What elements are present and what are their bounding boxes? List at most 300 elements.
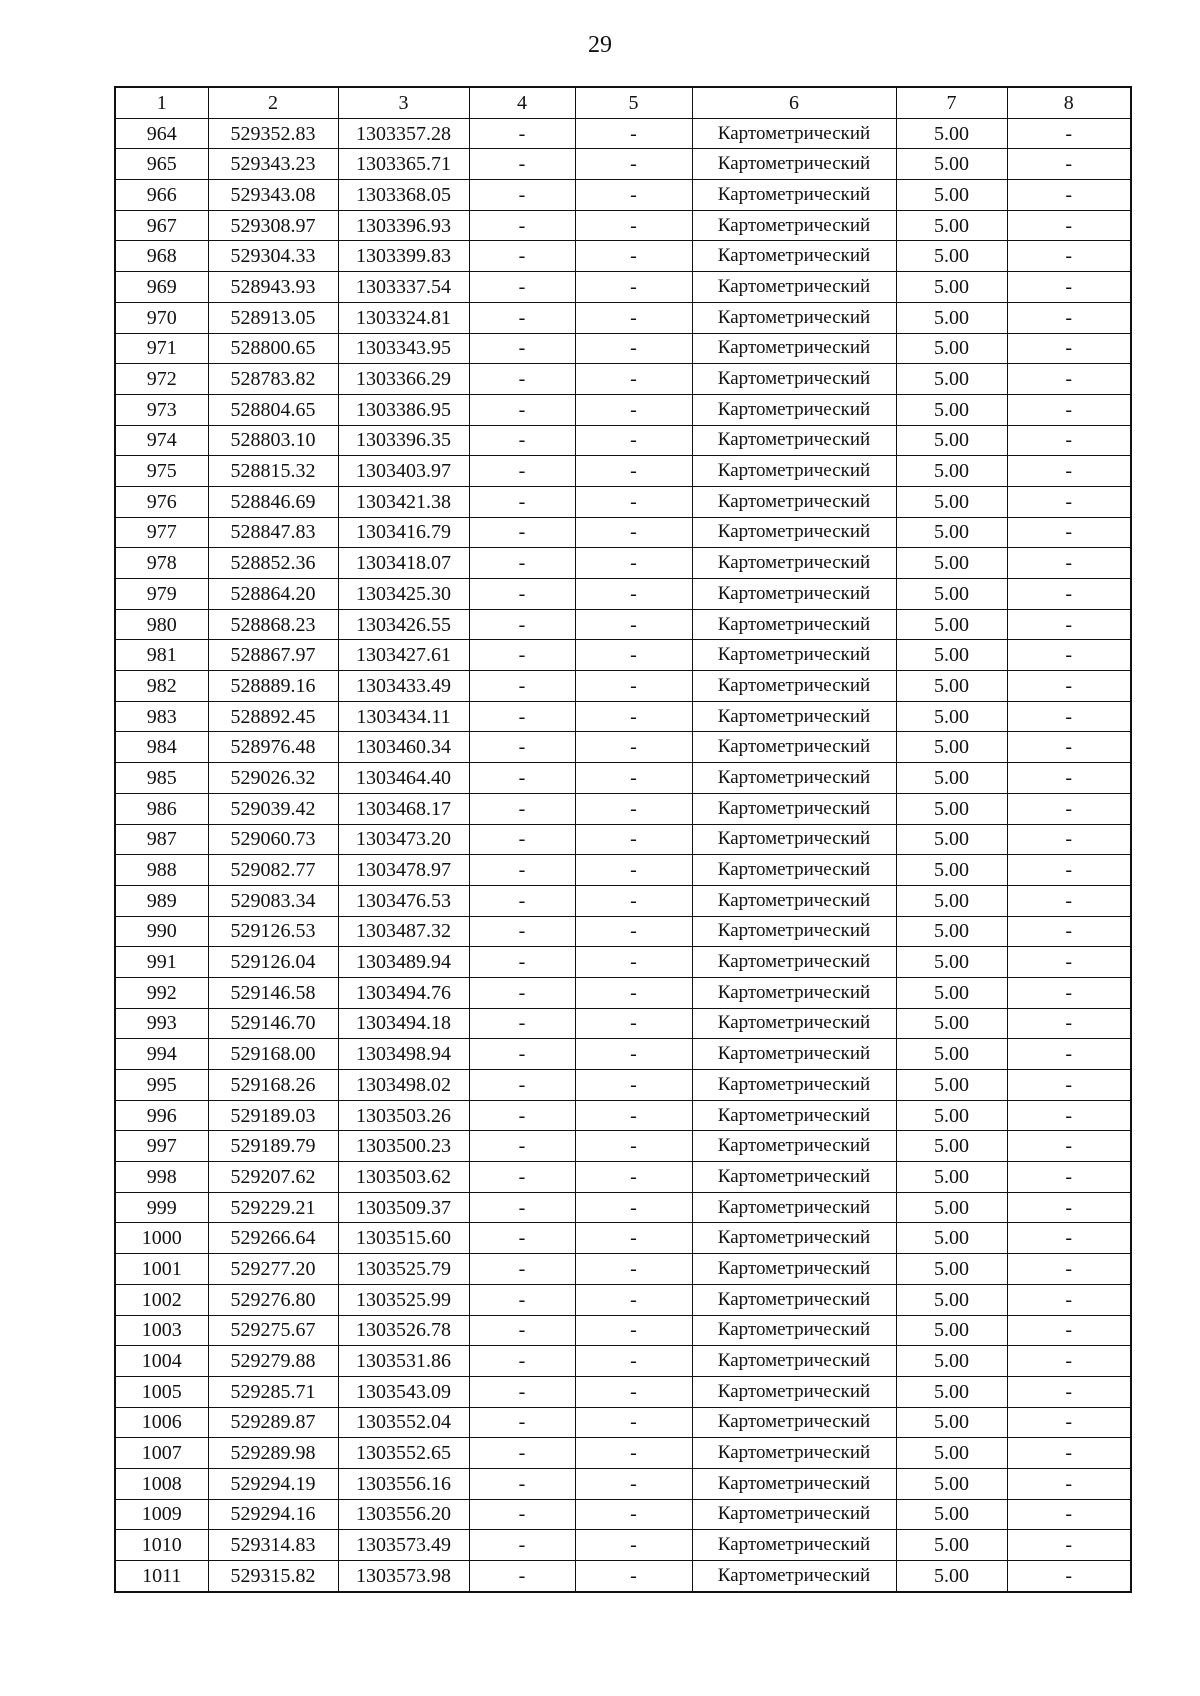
y-coordinate-cell: 1303573.49 <box>338 1530 469 1561</box>
x-coordinate-cell: 528892.45 <box>208 701 338 732</box>
accuracy-cell: 5.00 <box>896 517 1007 548</box>
y-coordinate-cell: 1303357.28 <box>338 118 469 149</box>
x-coordinate-cell: 529315.82 <box>208 1561 338 1592</box>
x-coordinate-cell: 529207.62 <box>208 1162 338 1193</box>
x-coordinate-cell: 528889.16 <box>208 671 338 702</box>
method-cell: Картометрический <box>692 241 896 272</box>
method-cell: Картометрический <box>692 486 896 517</box>
accuracy-cell: 5.00 <box>896 1100 1007 1131</box>
column-4-cell: - <box>469 333 575 364</box>
method-cell: Картометрический <box>692 1561 896 1592</box>
column-header-2: 2 <box>208 87 338 118</box>
x-coordinate-cell: 529189.79 <box>208 1131 338 1162</box>
x-coordinate-cell: 529343.23 <box>208 149 338 180</box>
y-coordinate-cell: 1303552.04 <box>338 1407 469 1438</box>
column-5-cell: - <box>575 1100 692 1131</box>
column-header-7: 7 <box>896 87 1007 118</box>
column-4-cell: - <box>469 640 575 671</box>
column-5-cell: - <box>575 916 692 947</box>
page-number: 29 <box>588 32 612 58</box>
column-8-cell: - <box>1007 241 1131 272</box>
y-coordinate-cell: 1303489.94 <box>338 947 469 978</box>
table-row <box>115 1070 1131 1101</box>
column-8-cell: - <box>1007 118 1131 149</box>
point-number-cell: 984 <box>115 732 208 763</box>
accuracy-cell: 5.00 <box>896 855 1007 886</box>
column-8-cell: - <box>1007 1070 1131 1101</box>
x-coordinate-cell: 529304.33 <box>208 241 338 272</box>
y-coordinate-cell: 1303552.65 <box>338 1438 469 1469</box>
column-8-cell: - <box>1007 1346 1131 1377</box>
table-row <box>115 1346 1131 1377</box>
column-4-cell: - <box>469 1376 575 1407</box>
table-body <box>115 118 1131 1592</box>
table-row <box>115 333 1131 364</box>
table-row <box>115 609 1131 640</box>
column-5-cell: - <box>575 517 692 548</box>
y-coordinate-cell: 1303460.34 <box>338 732 469 763</box>
column-header-5: 5 <box>575 87 692 118</box>
x-coordinate-cell: 529314.83 <box>208 1530 338 1561</box>
table-row <box>115 1223 1131 1254</box>
table-row <box>115 118 1131 149</box>
column-5-cell: - <box>575 1223 692 1254</box>
column-8-cell: - <box>1007 1100 1131 1131</box>
column-5-cell: - <box>575 548 692 579</box>
y-coordinate-cell: 1303365.71 <box>338 149 469 180</box>
point-number-cell: 1011 <box>115 1561 208 1592</box>
column-8-cell: - <box>1007 180 1131 211</box>
table-row <box>115 1376 1131 1407</box>
column-8-cell: - <box>1007 824 1131 855</box>
table-row <box>115 1039 1131 1070</box>
column-5-cell: - <box>575 241 692 272</box>
column-8-cell: - <box>1007 425 1131 456</box>
table-row <box>115 701 1131 732</box>
x-coordinate-cell: 528868.23 <box>208 609 338 640</box>
column-8-cell: - <box>1007 1131 1131 1162</box>
column-8-cell: - <box>1007 732 1131 763</box>
method-cell: Картометрический <box>692 180 896 211</box>
point-number-cell: 977 <box>115 517 208 548</box>
column-header-8: 8 <box>1007 87 1131 118</box>
y-coordinate-cell: 1303425.30 <box>338 579 469 610</box>
column-8-cell: - <box>1007 1376 1131 1407</box>
method-cell: Картометрический <box>692 1468 896 1499</box>
column-5-cell: - <box>575 1254 692 1285</box>
column-4-cell: - <box>469 977 575 1008</box>
y-coordinate-cell: 1303525.79 <box>338 1254 469 1285</box>
column-8-cell: - <box>1007 149 1131 180</box>
point-number-cell: 966 <box>115 180 208 211</box>
table-row <box>115 793 1131 824</box>
column-4-cell: - <box>469 1561 575 1592</box>
column-4-cell: - <box>469 947 575 978</box>
y-coordinate-cell: 1303503.26 <box>338 1100 469 1131</box>
x-coordinate-cell: 528783.82 <box>208 364 338 395</box>
column-8-cell: - <box>1007 1284 1131 1315</box>
column-4-cell: - <box>469 1008 575 1039</box>
x-coordinate-cell: 529294.19 <box>208 1468 338 1499</box>
method-cell: Картометрический <box>692 824 896 855</box>
point-number-cell: 996 <box>115 1100 208 1131</box>
x-coordinate-cell: 529266.64 <box>208 1223 338 1254</box>
y-coordinate-cell: 1303498.94 <box>338 1039 469 1070</box>
column-4-cell: - <box>469 1070 575 1101</box>
point-number-cell: 972 <box>115 364 208 395</box>
column-header-4: 4 <box>469 87 575 118</box>
column-5-cell: - <box>575 640 692 671</box>
column-8-cell: - <box>1007 701 1131 732</box>
column-8-cell: - <box>1007 763 1131 794</box>
point-number-cell: 999 <box>115 1192 208 1223</box>
point-number-cell: 973 <box>115 394 208 425</box>
x-coordinate-cell: 529083.34 <box>208 885 338 916</box>
column-8-cell: - <box>1007 947 1131 978</box>
column-5-cell: - <box>575 1407 692 1438</box>
method-cell: Картометрический <box>692 885 896 916</box>
accuracy-cell: 5.00 <box>896 1315 1007 1346</box>
x-coordinate-cell: 529082.77 <box>208 855 338 886</box>
table-row <box>115 1192 1131 1223</box>
column-5-cell: - <box>575 1438 692 1469</box>
x-coordinate-cell: 528803.10 <box>208 425 338 456</box>
point-number-cell: 967 <box>115 210 208 241</box>
y-coordinate-cell: 1303494.76 <box>338 977 469 1008</box>
table-row <box>115 425 1131 456</box>
column-8-cell: - <box>1007 855 1131 886</box>
column-4-cell: - <box>469 1100 575 1131</box>
x-coordinate-cell: 529294.16 <box>208 1499 338 1530</box>
point-number-cell: 980 <box>115 609 208 640</box>
column-5-cell: - <box>575 1346 692 1377</box>
table-row <box>115 394 1131 425</box>
y-coordinate-cell: 1303433.49 <box>338 671 469 702</box>
column-5-cell: - <box>575 793 692 824</box>
column-4-cell: - <box>469 793 575 824</box>
table-row <box>115 210 1131 241</box>
x-coordinate-cell: 528867.97 <box>208 640 338 671</box>
y-coordinate-cell: 1303509.37 <box>338 1192 469 1223</box>
y-coordinate-cell: 1303494.18 <box>338 1008 469 1039</box>
y-coordinate-cell: 1303337.54 <box>338 272 469 303</box>
point-number-cell: 1005 <box>115 1376 208 1407</box>
column-5-cell: - <box>575 210 692 241</box>
x-coordinate-cell: 528976.48 <box>208 732 338 763</box>
method-cell: Картометрический <box>692 1100 896 1131</box>
x-coordinate-cell: 528852.36 <box>208 548 338 579</box>
accuracy-cell: 5.00 <box>896 640 1007 671</box>
point-number-cell: 985 <box>115 763 208 794</box>
x-coordinate-cell: 528913.05 <box>208 302 338 333</box>
column-4-cell: - <box>469 916 575 947</box>
method-cell: Картометрический <box>692 609 896 640</box>
column-4-cell: - <box>469 732 575 763</box>
point-number-cell: 982 <box>115 671 208 702</box>
column-5-cell: - <box>575 671 692 702</box>
column-4-cell: - <box>469 1039 575 1070</box>
method-cell: Картометрический <box>692 701 896 732</box>
x-coordinate-cell: 529146.58 <box>208 977 338 1008</box>
y-coordinate-cell: 1303487.32 <box>338 916 469 947</box>
point-number-cell: 974 <box>115 425 208 456</box>
column-8-cell: - <box>1007 1530 1131 1561</box>
point-number-cell: 975 <box>115 456 208 487</box>
column-5-cell: - <box>575 732 692 763</box>
y-coordinate-cell: 1303399.83 <box>338 241 469 272</box>
column-5-cell: - <box>575 885 692 916</box>
column-5-cell: - <box>575 701 692 732</box>
accuracy-cell: 5.00 <box>896 977 1007 1008</box>
x-coordinate-cell: 528800.65 <box>208 333 338 364</box>
method-cell: Картометрический <box>692 394 896 425</box>
accuracy-cell: 5.00 <box>896 793 1007 824</box>
point-number-cell: 993 <box>115 1008 208 1039</box>
y-coordinate-cell: 1303396.35 <box>338 425 469 456</box>
x-coordinate-cell: 528846.69 <box>208 486 338 517</box>
point-number-cell: 979 <box>115 579 208 610</box>
x-coordinate-cell: 529126.53 <box>208 916 338 947</box>
y-coordinate-cell: 1303396.93 <box>338 210 469 241</box>
point-number-cell: 1008 <box>115 1468 208 1499</box>
method-cell: Картометрический <box>692 272 896 303</box>
point-number-cell: 986 <box>115 793 208 824</box>
method-cell: Картометрический <box>692 1162 896 1193</box>
point-number-cell: 987 <box>115 824 208 855</box>
x-coordinate-cell: 529275.67 <box>208 1315 338 1346</box>
column-4-cell: - <box>469 210 575 241</box>
accuracy-cell: 5.00 <box>896 1561 1007 1592</box>
column-5-cell: - <box>575 609 692 640</box>
table-row <box>115 1407 1131 1438</box>
point-number-cell: 988 <box>115 855 208 886</box>
column-4-cell: - <box>469 1131 575 1162</box>
column-8-cell: - <box>1007 609 1131 640</box>
table-row <box>115 1131 1131 1162</box>
column-5-cell: - <box>575 272 692 303</box>
accuracy-cell: 5.00 <box>896 1131 1007 1162</box>
column-8-cell: - <box>1007 1162 1131 1193</box>
column-4-cell: - <box>469 1223 575 1254</box>
table-row <box>115 272 1131 303</box>
column-4-cell: - <box>469 1192 575 1223</box>
point-number-cell: 971 <box>115 333 208 364</box>
x-coordinate-cell: 528943.93 <box>208 272 338 303</box>
column-4-cell: - <box>469 1530 575 1561</box>
y-coordinate-cell: 1303434.11 <box>338 701 469 732</box>
column-4-cell: - <box>469 701 575 732</box>
column-4-cell: - <box>469 302 575 333</box>
column-5-cell: - <box>575 486 692 517</box>
column-4-cell: - <box>469 855 575 886</box>
accuracy-cell: 5.00 <box>896 1499 1007 1530</box>
point-number-cell: 1002 <box>115 1284 208 1315</box>
column-8-cell: - <box>1007 579 1131 610</box>
column-4-cell: - <box>469 425 575 456</box>
column-5-cell: - <box>575 302 692 333</box>
table-row <box>115 486 1131 517</box>
method-cell: Картометрический <box>692 149 896 180</box>
column-4-cell: - <box>469 456 575 487</box>
y-coordinate-cell: 1303426.55 <box>338 609 469 640</box>
table-row <box>115 456 1131 487</box>
point-number-cell: 978 <box>115 548 208 579</box>
point-number-cell: 998 <box>115 1162 208 1193</box>
column-4-cell: - <box>469 1468 575 1499</box>
method-cell: Картометрический <box>692 1070 896 1101</box>
column-5-cell: - <box>575 977 692 1008</box>
x-coordinate-cell: 528804.65 <box>208 394 338 425</box>
point-number-cell: 1000 <box>115 1223 208 1254</box>
method-cell: Картометрический <box>692 517 896 548</box>
x-coordinate-cell: 528847.83 <box>208 517 338 548</box>
column-8-cell: - <box>1007 1254 1131 1285</box>
column-4-cell: - <box>469 609 575 640</box>
accuracy-cell: 5.00 <box>896 1376 1007 1407</box>
y-coordinate-cell: 1303421.38 <box>338 486 469 517</box>
column-4-cell: - <box>469 548 575 579</box>
x-coordinate-cell: 529060.73 <box>208 824 338 855</box>
accuracy-cell: 5.00 <box>896 732 1007 763</box>
column-5-cell: - <box>575 579 692 610</box>
column-8-cell: - <box>1007 793 1131 824</box>
table-row <box>115 855 1131 886</box>
accuracy-cell: 5.00 <box>896 1346 1007 1377</box>
accuracy-cell: 5.00 <box>896 671 1007 702</box>
column-5-cell: - <box>575 1070 692 1101</box>
x-coordinate-cell: 529285.71 <box>208 1376 338 1407</box>
x-coordinate-cell: 529026.32 <box>208 763 338 794</box>
y-coordinate-cell: 1303416.79 <box>338 517 469 548</box>
column-8-cell: - <box>1007 1192 1131 1223</box>
point-number-cell: 989 <box>115 885 208 916</box>
method-cell: Картометрический <box>692 671 896 702</box>
column-header-3: 3 <box>338 87 469 118</box>
x-coordinate-cell: 529279.88 <box>208 1346 338 1377</box>
table-row <box>115 548 1131 579</box>
method-cell: Картометрический <box>692 1407 896 1438</box>
accuracy-cell: 5.00 <box>896 180 1007 211</box>
table-header-row <box>115 87 1131 118</box>
column-5-cell: - <box>575 824 692 855</box>
column-8-cell: - <box>1007 210 1131 241</box>
column-4-cell: - <box>469 1315 575 1346</box>
x-coordinate-cell: 528815.32 <box>208 456 338 487</box>
x-coordinate-cell: 529289.98 <box>208 1438 338 1469</box>
accuracy-cell: 5.00 <box>896 394 1007 425</box>
y-coordinate-cell: 1303531.86 <box>338 1346 469 1377</box>
column-4-cell: - <box>469 671 575 702</box>
column-5-cell: - <box>575 364 692 395</box>
column-8-cell: - <box>1007 671 1131 702</box>
column-8-cell: - <box>1007 456 1131 487</box>
y-coordinate-cell: 1303556.20 <box>338 1499 469 1530</box>
column-5-cell: - <box>575 1192 692 1223</box>
point-number-cell: 964 <box>115 118 208 149</box>
x-coordinate-cell: 529039.42 <box>208 793 338 824</box>
column-5-cell: - <box>575 1039 692 1070</box>
method-cell: Картометрический <box>692 1039 896 1070</box>
column-header-6: 6 <box>692 87 896 118</box>
accuracy-cell: 5.00 <box>896 763 1007 794</box>
column-5-cell: - <box>575 1468 692 1499</box>
column-8-cell: - <box>1007 1561 1131 1592</box>
accuracy-cell: 5.00 <box>896 302 1007 333</box>
column-4-cell: - <box>469 824 575 855</box>
column-4-cell: - <box>469 1346 575 1377</box>
column-5-cell: - <box>575 456 692 487</box>
accuracy-cell: 5.00 <box>896 579 1007 610</box>
accuracy-cell: 5.00 <box>896 824 1007 855</box>
accuracy-cell: 5.00 <box>896 333 1007 364</box>
table-row <box>115 149 1131 180</box>
column-5-cell: - <box>575 1376 692 1407</box>
method-cell: Картометрический <box>692 1192 896 1223</box>
table-row <box>115 824 1131 855</box>
x-coordinate-cell: 529277.20 <box>208 1254 338 1285</box>
column-header-1: 1 <box>115 87 208 118</box>
y-coordinate-cell: 1303343.95 <box>338 333 469 364</box>
column-5-cell: - <box>575 118 692 149</box>
point-number-cell: 968 <box>115 241 208 272</box>
point-number-cell: 991 <box>115 947 208 978</box>
column-4-cell: - <box>469 1284 575 1315</box>
table-row <box>115 885 1131 916</box>
method-cell: Картометрический <box>692 364 896 395</box>
table-row <box>115 1530 1131 1561</box>
point-number-cell: 970 <box>115 302 208 333</box>
column-4-cell: - <box>469 763 575 794</box>
column-5-cell: - <box>575 855 692 886</box>
x-coordinate-cell: 529168.26 <box>208 1070 338 1101</box>
column-5-cell: - <box>575 1530 692 1561</box>
column-5-cell: - <box>575 1162 692 1193</box>
accuracy-cell: 5.00 <box>896 885 1007 916</box>
column-8-cell: - <box>1007 272 1131 303</box>
method-cell: Картометрический <box>692 977 896 1008</box>
column-8-cell: - <box>1007 1039 1131 1070</box>
accuracy-cell: 5.00 <box>896 701 1007 732</box>
method-cell: Картометрический <box>692 210 896 241</box>
column-5-cell: - <box>575 425 692 456</box>
accuracy-cell: 5.00 <box>896 1530 1007 1561</box>
table-row <box>115 1284 1131 1315</box>
column-4-cell: - <box>469 180 575 211</box>
y-coordinate-cell: 1303525.99 <box>338 1284 469 1315</box>
table-row <box>115 364 1131 395</box>
y-coordinate-cell: 1303476.53 <box>338 885 469 916</box>
y-coordinate-cell: 1303478.97 <box>338 855 469 886</box>
method-cell: Картометрический <box>692 1376 896 1407</box>
point-number-cell: 995 <box>115 1070 208 1101</box>
accuracy-cell: 5.00 <box>896 118 1007 149</box>
x-coordinate-cell: 529343.08 <box>208 180 338 211</box>
table-row <box>115 1561 1131 1592</box>
method-cell: Картометрический <box>692 1284 896 1315</box>
accuracy-cell: 5.00 <box>896 548 1007 579</box>
point-number-cell: 1004 <box>115 1346 208 1377</box>
method-cell: Картометрический <box>692 1254 896 1285</box>
table-row <box>115 671 1131 702</box>
point-number-cell: 994 <box>115 1039 208 1070</box>
method-cell: Картометрический <box>692 763 896 794</box>
y-coordinate-cell: 1303473.20 <box>338 824 469 855</box>
table-row <box>115 302 1131 333</box>
x-coordinate-cell: 529189.03 <box>208 1100 338 1131</box>
table-row <box>115 1438 1131 1469</box>
column-5-cell: - <box>575 149 692 180</box>
accuracy-cell: 5.00 <box>896 1070 1007 1101</box>
